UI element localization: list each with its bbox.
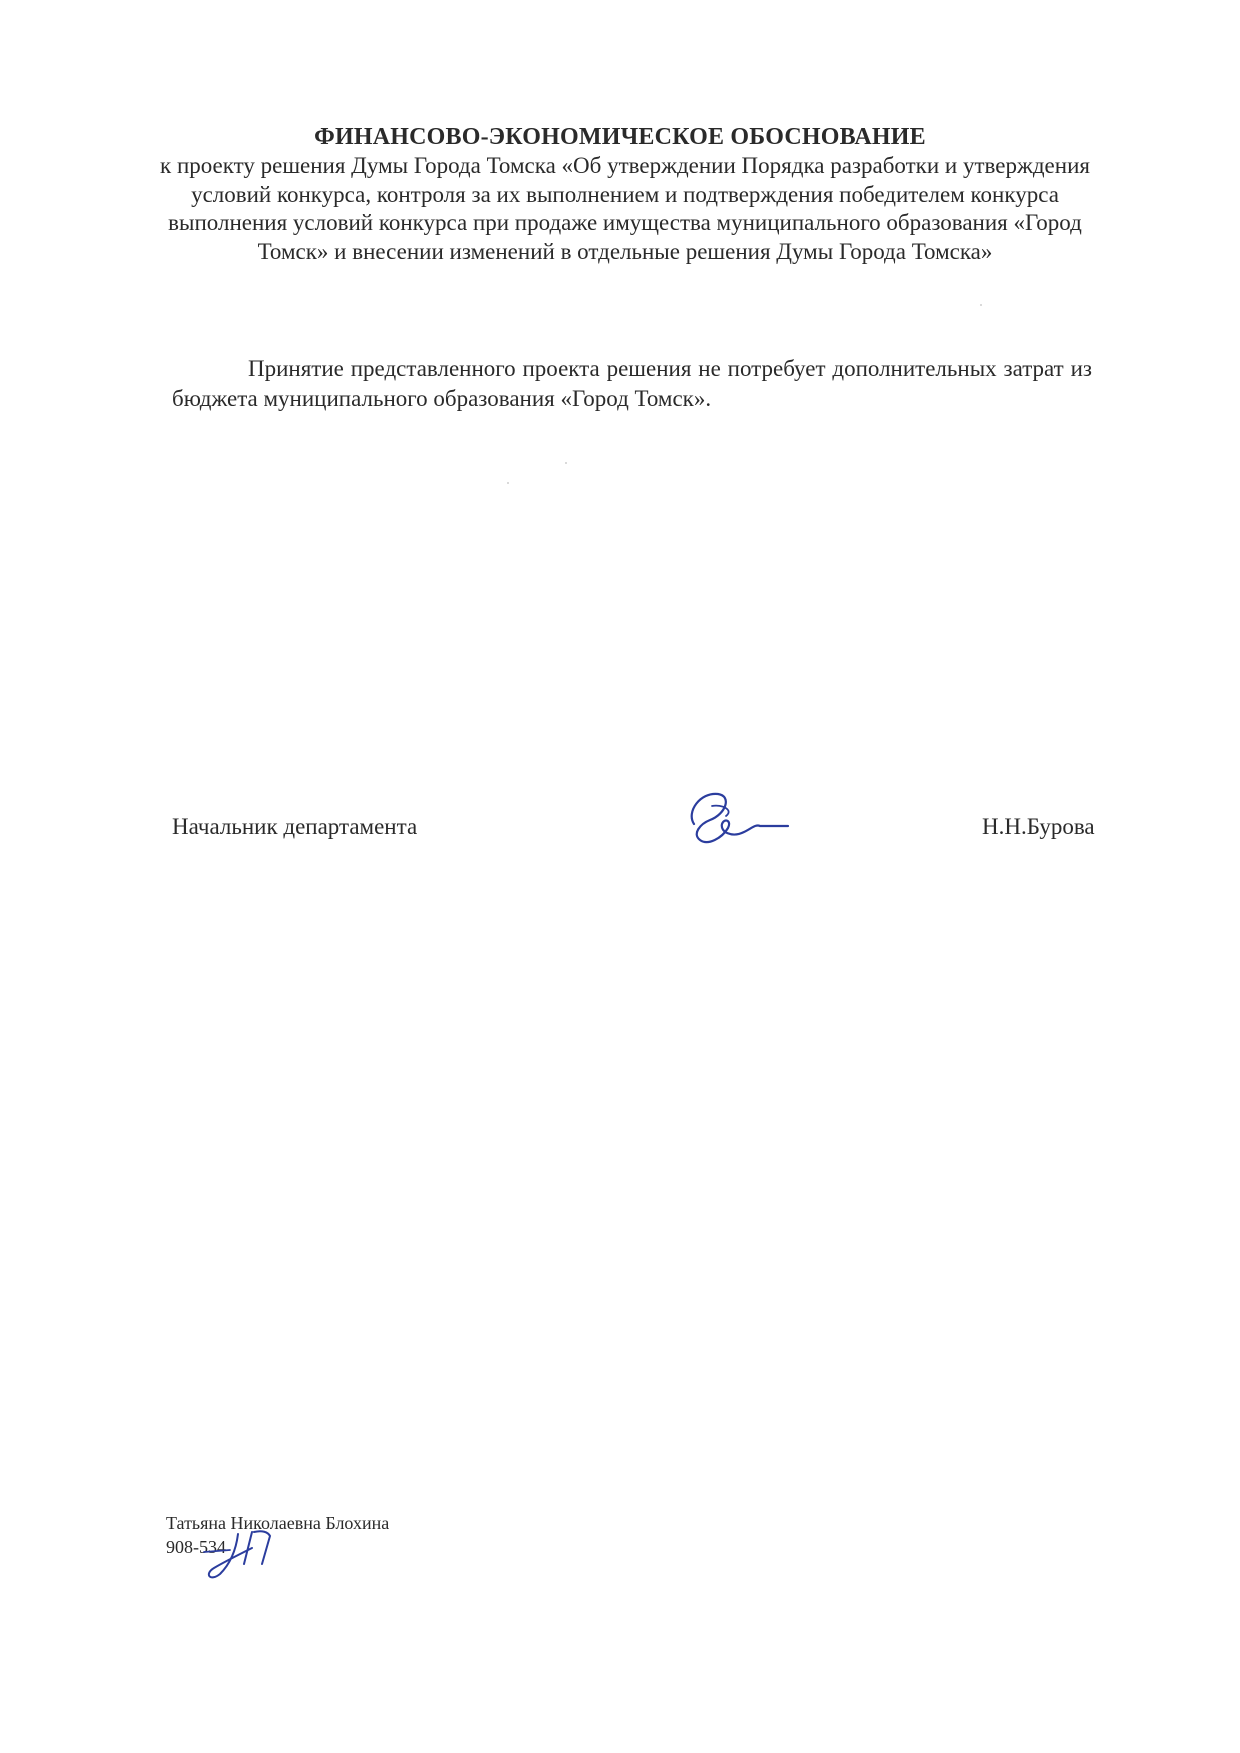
executor-name: Татьяна Николаевна Блохина [166, 1513, 390, 1533]
signatory-name: Н.Н.Бурова [982, 814, 1095, 839]
handwritten-signature [682, 784, 792, 850]
scan-speck [507, 482, 509, 484]
document-title: ФИНАНСОВО-ЭКОНОМИЧЕСКОЕ ОБОСНОВАНИЕ [314, 124, 926, 150]
document-body-paragraph: Принятие представленного проекта решения не потребует дополнительных затрат из бюджета муниципального образования «Город Томск». [172, 356, 1092, 411]
executor-phone: 908-534 [166, 1537, 226, 1557]
signatory-position: Начальник департамента [172, 814, 418, 839]
executor-initials-signature [200, 1524, 280, 1584]
document-subtitle: к проекту решения Думы Города Томска «Об утверждении Порядка разработки и утверждения условий конкурса, контроля за их выполнением и подтверждения победителем конкурса выполнения условий конкурса при продаже имущества муниципального образования «Город Томск» и внесении изменений в отдельные решения Думы Города Томска» [160, 153, 1090, 264]
scan-speck [980, 304, 982, 306]
scan-speck [565, 462, 567, 464]
